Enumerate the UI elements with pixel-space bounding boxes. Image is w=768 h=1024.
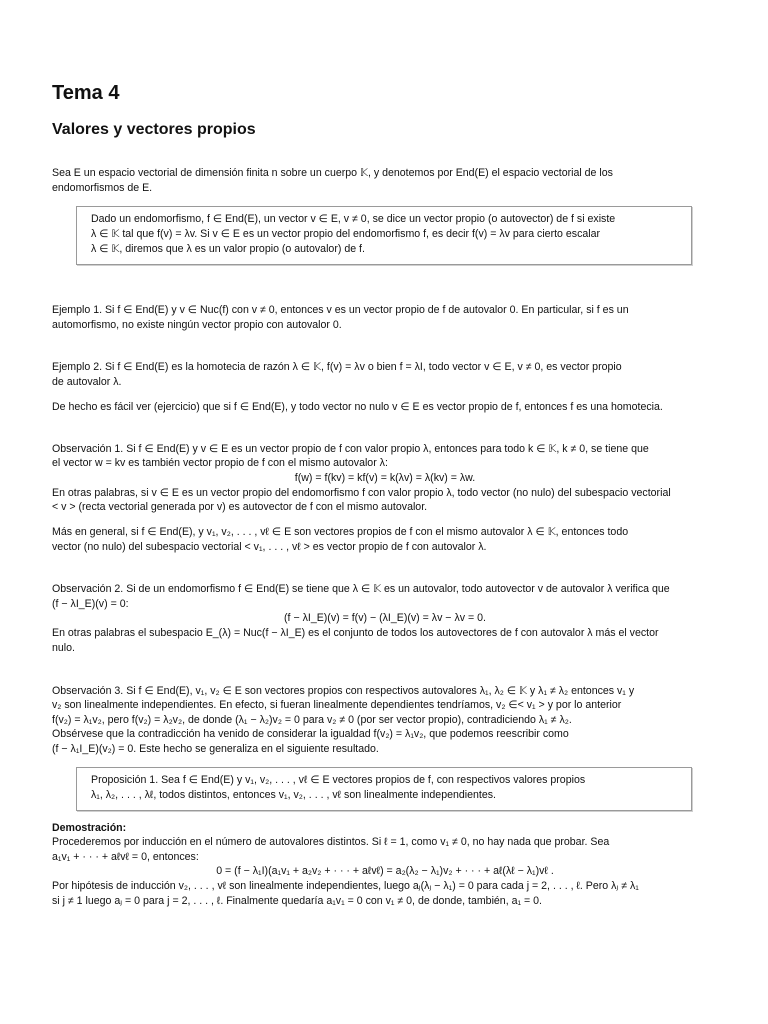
demo-line-5: si j ≠ 1 luego aⱼ = 0 para j = 2, . . . , ℓ. Finalmente quedaría a₁v₁ = 0 con v₁ ≠ 0, de donde, también, a₁ = 0. [52, 895, 542, 907]
obs1-line-2: el vector w = kv es también vector propio de f con el mismo autovalor λ: [52, 457, 388, 469]
obs3-line-2: v₂ son linealmente independientes. En efecto, si fueran linealmente dependientes tendríamos, v₂ ∈< v₁ > y por lo anterior [52, 699, 622, 711]
obs1-line-1: Observación 1. Si f ∈ End(E) y v ∈ E es un vector propio de f con valor propio λ, entonces para todo k ∈ 𝕂, k ≠ 0, se tiene que [52, 443, 649, 455]
demo-line-4: Por hipótesis de inducción v₂, . . . , vℓ son linealmente independientes, luego aⱼ(λⱼ − λ₁) = 0 para cada j = 2, . . . , ℓ. Pero λⱼ ≠ λ₁ [52, 880, 639, 892]
page-title: Tema 4 [52, 82, 120, 104]
demo-line-1: Procederemos por inducción en el número de autovalores distintos. Si ℓ = 1, como v₁ ≠ 0, no hay nada que probar. Sea [52, 836, 610, 848]
obs2-line-4: En otras palabras el subespacio E_(λ) = Nuc(f − λI_E) es el conjunto de todos los autovectores de f con autovalor λ más el vector [52, 627, 659, 639]
ejemplo2-line-2: de autovalor λ. [52, 376, 122, 388]
ejemplo2-remark: De hecho es fácil ver (ejercicio) que si f ∈ End(E), y todo vector no nulo v ∈ E es vector propio de f, entonces f es una homotecia. [52, 401, 663, 413]
obs2-line-2: (f − λI_E)(v) = 0: [52, 598, 129, 610]
demo-heading: Demostración: [52, 822, 127, 834]
obs1b-line-2: vector (no nulo) del subespacio vectorial < v₁, . . . , vℓ > es vector propio de f con autovalor λ. [52, 541, 487, 553]
obs1-line-5: < v > (recta vectorial generada por v) es autovector de f con el mismo autovalor. [52, 501, 428, 513]
definition-line-3: λ ∈ 𝕂, diremos que λ es un valor propio (o autovalor) de f. [91, 243, 365, 255]
obs3-line-1: Observación 3. Si f ∈ End(E), v₁, v₂ ∈ E son vectores propios con respectivos autovalores λ₁, λ₂ ∈ 𝕂 y λ₁ ≠ λ₂ entonces v₁ y [52, 685, 635, 697]
ejemplo2-line-1: Ejemplo 2. Si f ∈ End(E) es la homotecia de razón λ ∈ 𝕂, f(v) = λv o bien f = λI, todo vector v ∈ E, v ≠ 0, es vector propio [52, 361, 622, 373]
obs3-line-4: Obsérvese que la contradicción ha venido de considerar la igualdad f(v₂) = λ₁v₂, que podemos reescribir como [52, 728, 569, 740]
ejemplo1-line-1: Ejemplo 1. Si f ∈ End(E) y v ∈ Nuc(f) con v ≠ 0, entonces v es un vector propio de f de autovalor 0. En particular, si f es un [52, 304, 629, 316]
demo-line-2: a₁v₁ + · · · + aℓvℓ = 0, entonces: [52, 851, 199, 863]
obs2-line-1: Observación 2. Si de un endomorfismo f ∈ End(E) se tiene que λ ∈ 𝕂 es un autovalor, todo autovector v de autovalor λ verifica que [52, 583, 670, 595]
proposition-line-1: Proposición 1. Sea f ∈ End(E) y v₁, v₂, . . . , vℓ ∈ E vectores propios de f, con respectivos valores propios [91, 774, 586, 786]
definition-line-2: λ ∈ 𝕂 tal que f(v) = λv. Si v ∈ E es un vector propio del endomorfismo f, es decir f(v) = λv para cierto escalar [91, 228, 601, 240]
intro-line-1: Sea E un espacio vectorial de dimensión finita n sobre un cuerpo 𝕂, y denotemos por End(E) el espacio vectorial de los [52, 167, 613, 179]
proposition-box [76, 767, 692, 811]
obs2-equation: (f − λI_E)(v) = f(v) − (λI_E)(v) = λv − λv = 0. [284, 612, 486, 624]
obs1-equation: f(w) = f(kv) = kf(v) = k(λv) = λ(kv) = λw. [294, 472, 476, 484]
obs1b-line-1: Más en general, si f ∈ End(E), y v₁, v₂, . . . , vℓ ∈ E son vectores propios de f con el mismo autovalor λ ∈ 𝕂, entonces todo [52, 526, 629, 538]
proposition-line-2: λ₁, λ₂, . . . , λℓ, todos distintos, entonces v₁, v₂, . . . , vℓ son linealmente independientes. [91, 789, 496, 801]
definition-box [76, 206, 692, 265]
obs1-line-4: En otras palabras, si v ∈ E es un vector propio del endomorfismo f con valor propio λ, todo vector (no nulo) del subespacio vectorial [52, 487, 671, 499]
obs3-line-5: (f − λ₁I_E)(v₂) = 0. Este hecho se generaliza en el siguiente resultado. [52, 743, 379, 755]
obs3-line-3: f(v₂) = λ₁v₂, pero f(v₂) = λ₂v₂, de donde (λ₁ − λ₂)v₂ = 0 para v₂ ≠ 0 (por ser vector propio), contradiciendo λ₁ ≠ λ₂. [52, 714, 572, 726]
demo-equation: 0 = (f − λ₁I)(a₁v₁ + a₂v₂ + · · · + aℓvℓ) = a₂(λ₂ − λ₁)v₂ + · · · + aℓ(λℓ − λ₁)vℓ . [216, 865, 554, 877]
ejemplo1-line-2: automorfismo, no existe ningún vector propio con autovalor 0. [52, 319, 342, 331]
definition-line-1: Dado un endomorfismo, f ∈ End(E), un vector v ∈ E, v ≠ 0, se dice un vector propio (o autovector) de f si existe [91, 213, 616, 225]
obs2-line-5: nulo. [52, 642, 75, 654]
intro-line-2: endomorfismos de E. [52, 182, 153, 194]
section-title: Valores y vectores propios [52, 121, 256, 138]
